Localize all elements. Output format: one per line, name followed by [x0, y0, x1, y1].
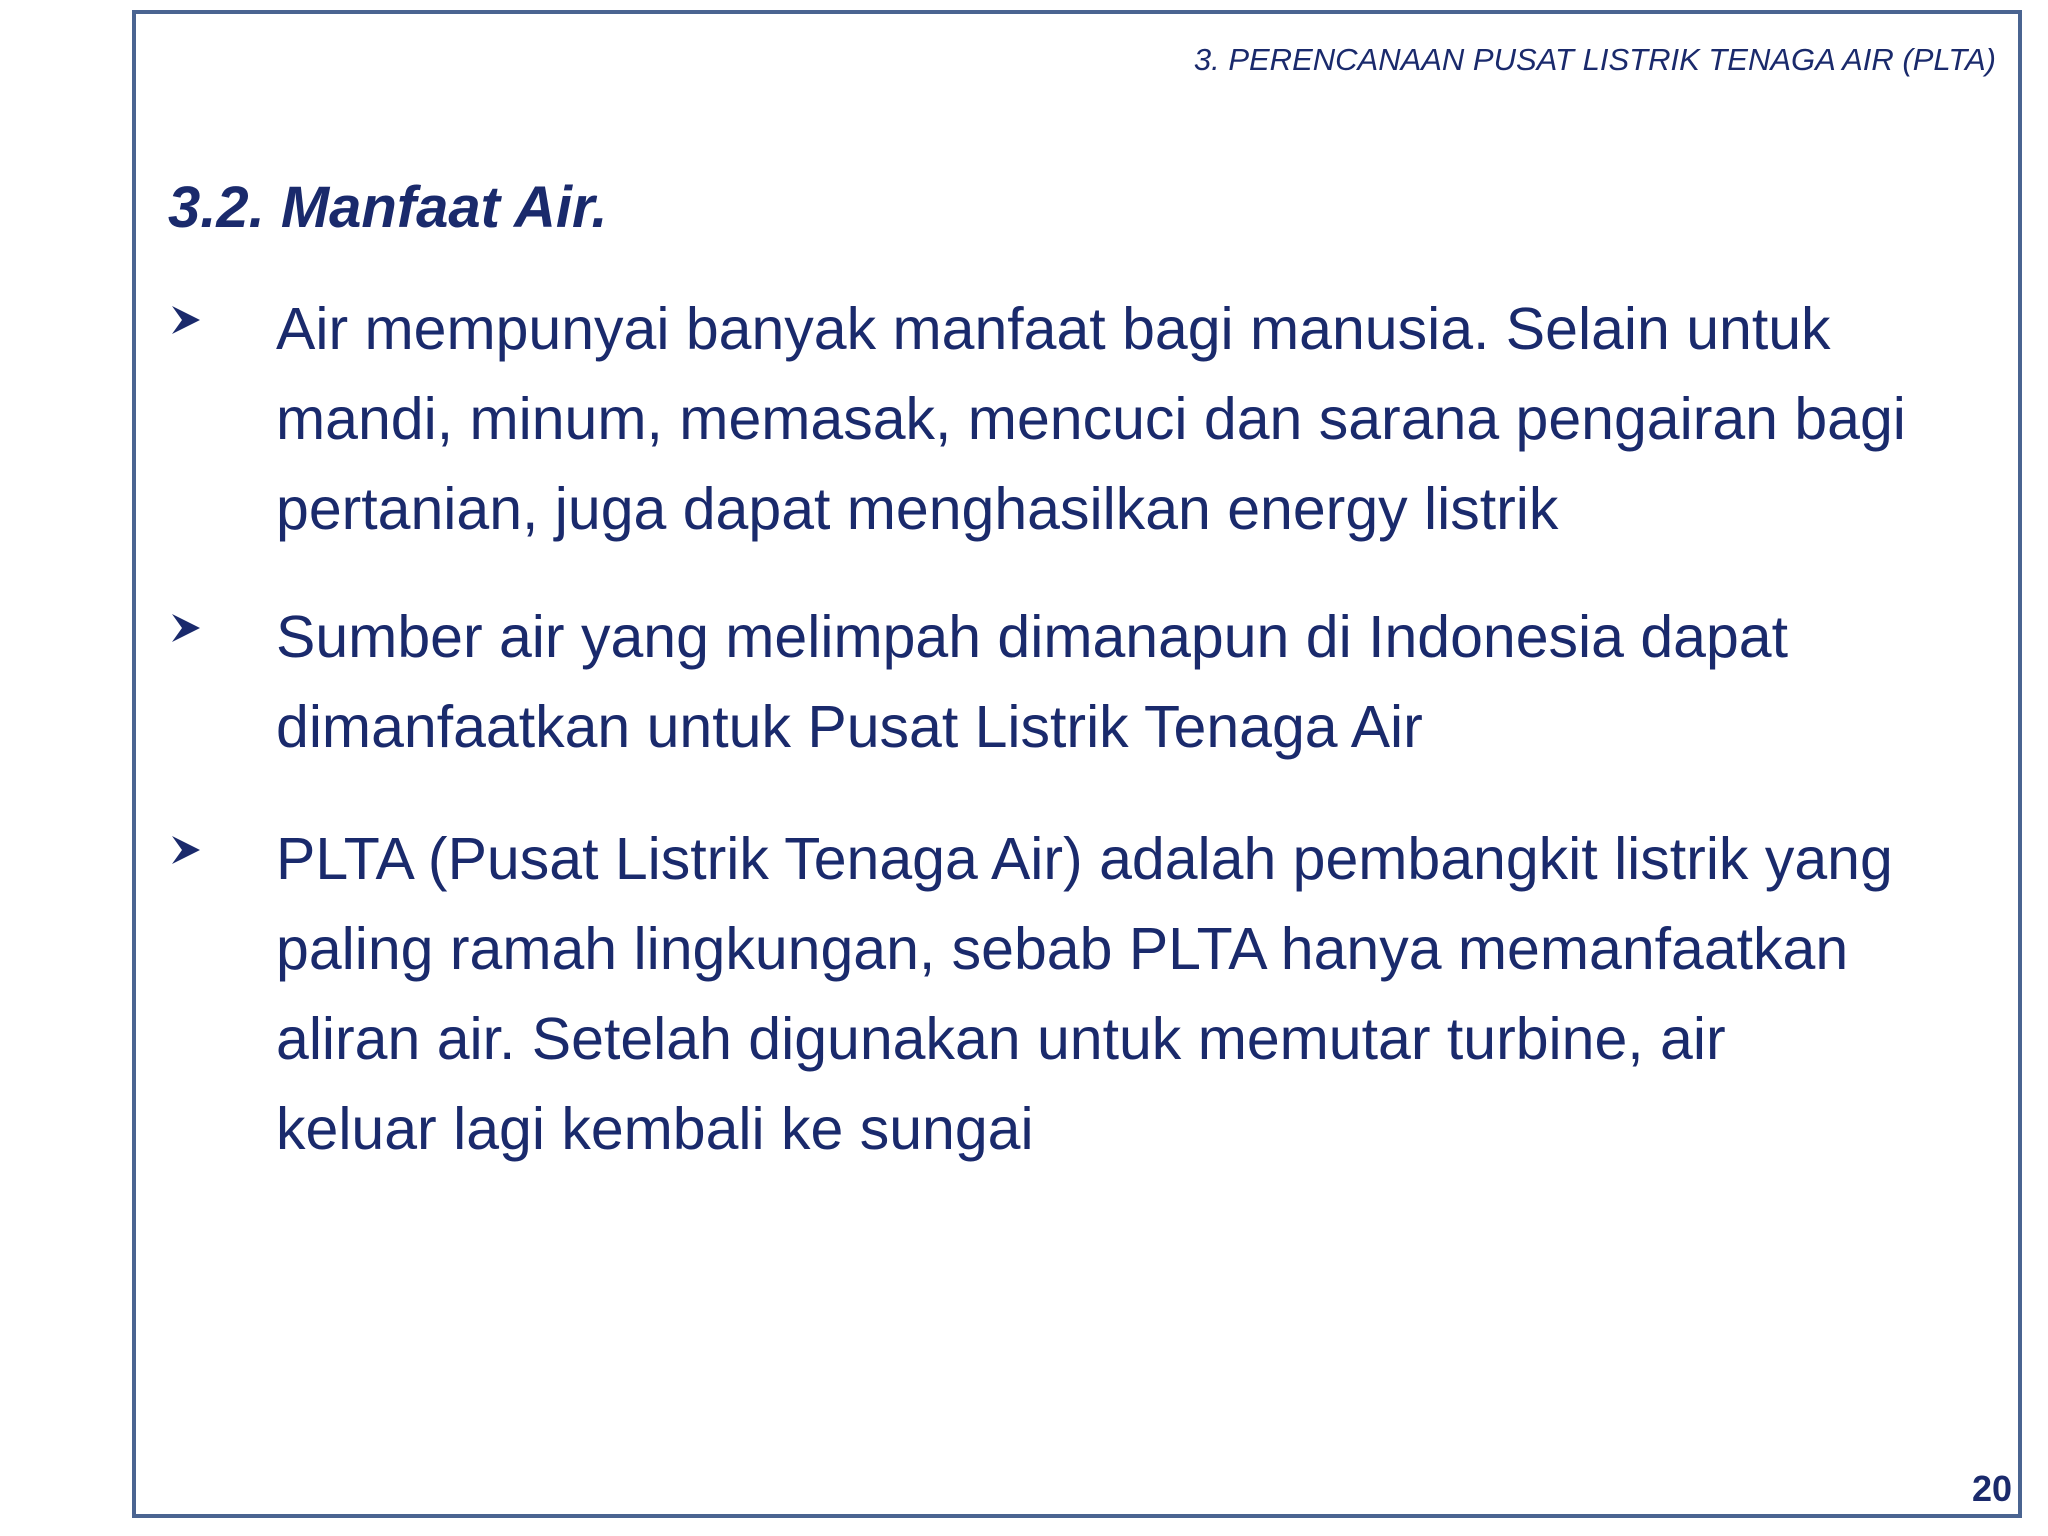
arrowhead-bullet-icon — [168, 832, 204, 868]
chapter-header: 3. PERENCANAAN PUSAT LISTRIK TENAGA AIR (PLTA) — [1193, 42, 1996, 77]
bullet-line: pertanian, juga dapat menghasilkan energy listrik — [276, 476, 1559, 542]
bullet-line: Air mempunyai banyak manfaat bagi manusia. Selain untuk — [276, 296, 1831, 362]
page-number: 20 — [1971, 1468, 2012, 1509]
bullet-line: Sumber air yang melimpah dimanapun di Indonesia dapat — [276, 604, 1788, 670]
arrowhead-bullet-icon — [168, 302, 204, 338]
arrowhead-bullet-icon — [168, 610, 204, 646]
bullet-line: paling ramah lingkungan, sebab PLTA hanya memanfaatkan — [276, 916, 1849, 982]
slide-frame — [132, 10, 2022, 1518]
bullet-line: aliran air. Setelah digunakan untuk memutar turbine, air — [276, 1006, 1726, 1072]
section-title: 3.2. Manfaat Air. — [168, 175, 608, 240]
bullet-line: dimanfaatkan untuk Pusat Listrik Tenaga Air — [276, 694, 1423, 760]
bullet-list — [136, 14, 2018, 1514]
bullet-text — [276, 814, 2016, 1174]
bullet-text — [276, 284, 2016, 554]
bullet-line: PLTA (Pusat Listrik Tenaga Air) adalah pembangkit listrik yang — [276, 826, 1893, 892]
bullet-line: mandi, minum, memasak, mencuci dan sarana pengairan bagi — [276, 386, 1906, 452]
bullet-line: keluar lagi kembali ke sungai — [276, 1096, 1034, 1162]
bullet-text — [276, 592, 2016, 772]
